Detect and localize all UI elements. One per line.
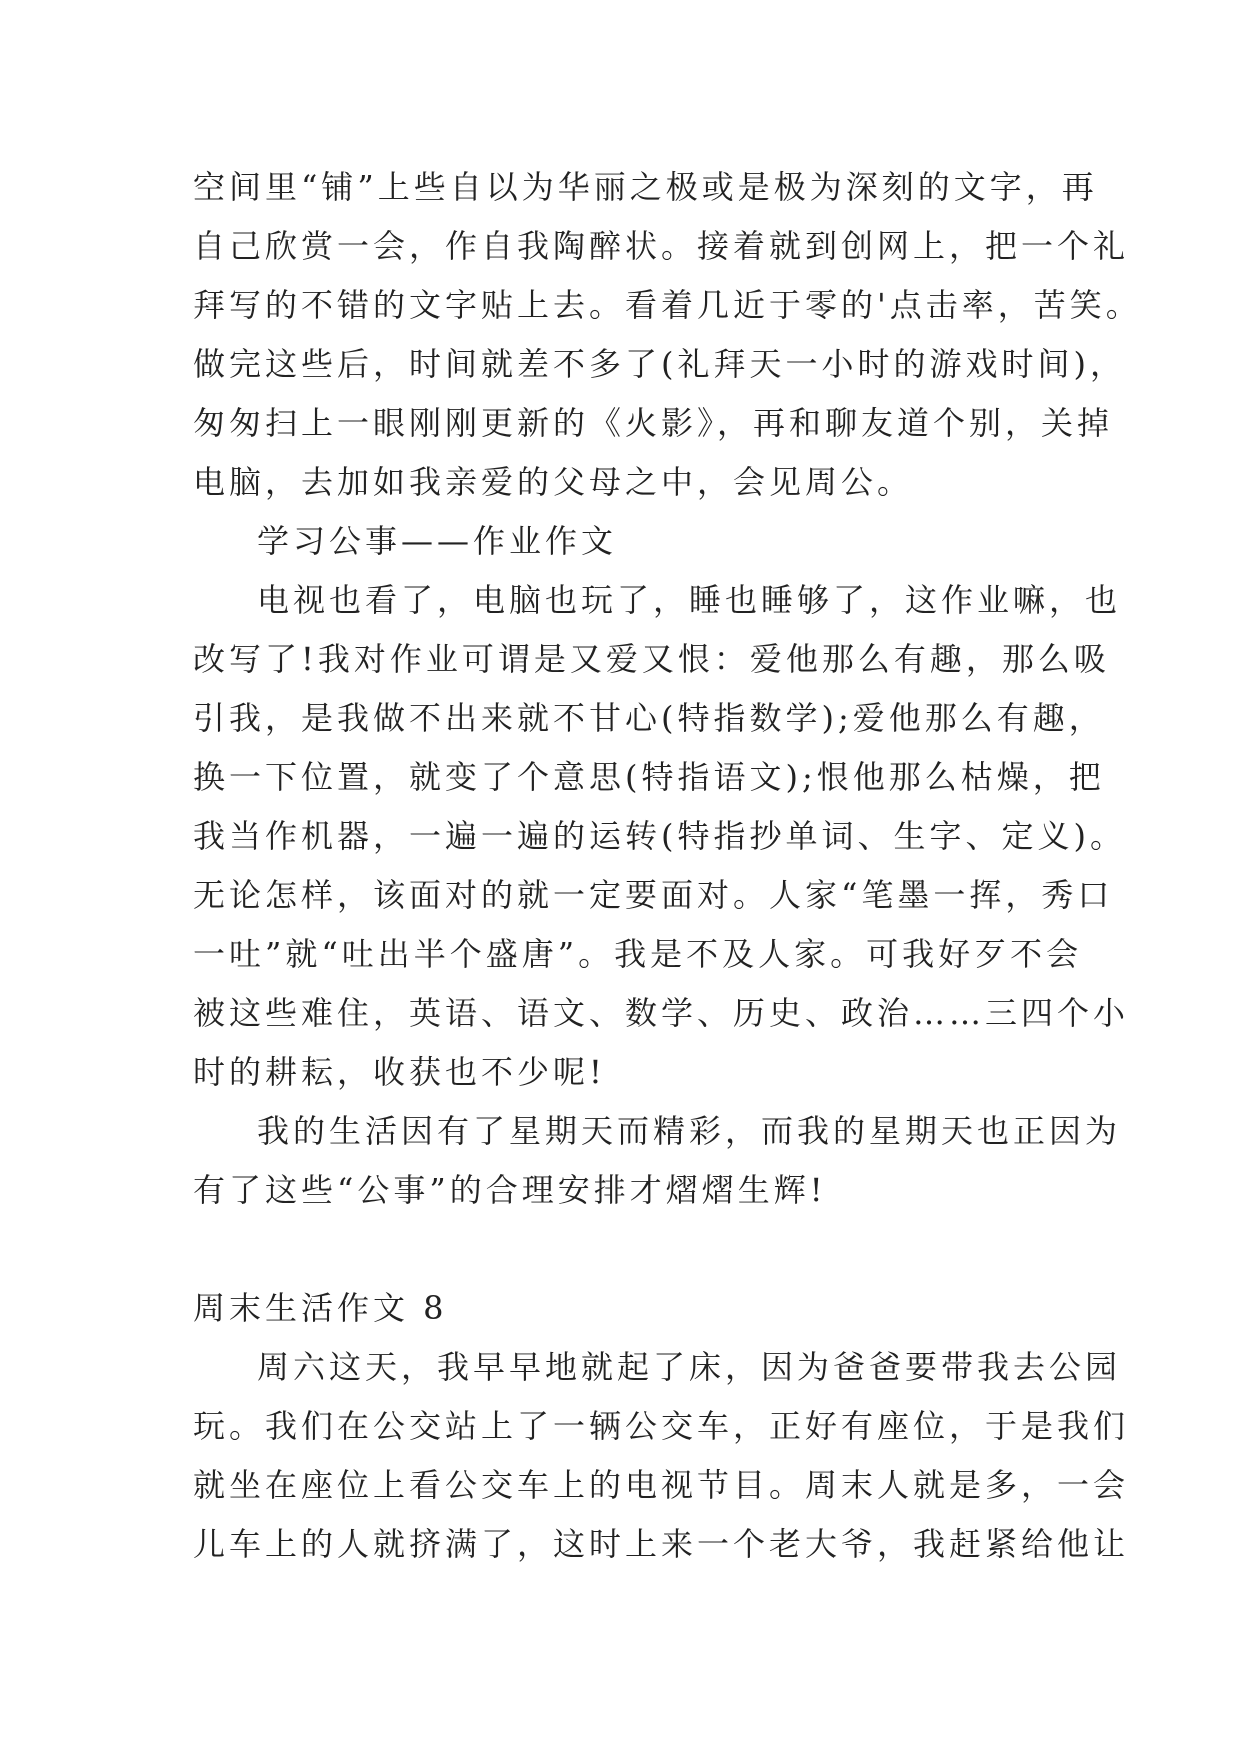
paragraph-line: 换一下位置，就变了个意思(特指语文);恨他那么枯燥，把 <box>193 758 1105 796</box>
paragraph-spacer <box>193 1220 1073 1279</box>
document-body <box>193 158 1142 1574</box>
paragraph-line: 改写了!我对作业可谓是又爱又恨：爱他那么有趣，那么吸 <box>193 640 1110 678</box>
paragraph-line: 就坐在座位上看公交车上的电视节目。周末人就是多，一会 <box>193 1466 1130 1504</box>
paragraph-line: 儿车上的人就挤满了，这时上来一个老大爷，我赶紧给他让 <box>193 1525 1130 1563</box>
paragraph-line: 空间里“铺”上些自以为华丽之极或是极为深刻的文字，再 <box>193 168 1098 206</box>
section-title: 周末生活作文 8 <box>193 1289 448 1327</box>
paragraph-line: 一吐”就“吐出半个盛唐”。我是不及人家。可我好歹不会 <box>193 935 1083 973</box>
paragraph-line: 周六这天，我早早地就起了床，因为爸爸要带我去公园 <box>257 1348 1122 1386</box>
paragraph-line: 引我，是我做不出来就不甘心(特指数学);爱他那么有趣， <box>193 699 1105 737</box>
paragraph-line: 匆匆扫上一眼刚刚更新的《火影》，再和聊友道个别，关掉 <box>193 404 1114 442</box>
paragraph-line: 拜写的不错的文字贴上去。看着几近于零的'点击率，苦笑。 <box>193 286 1142 324</box>
paragraph-line: 有了这些“公事”的合理安排才熠熠生辉! <box>193 1171 827 1209</box>
paragraph-line: 时的耕耘，收获也不少呢! <box>193 1053 606 1091</box>
paragraph-line: 电脑，去加如我亲爱的父母之中，会见周公。 <box>193 463 914 501</box>
paragraph-line: 玩。我们在公交站上了一辆公交车，正好有座位，于是我们 <box>193 1407 1130 1445</box>
paragraph-line: 无论怎样，该面对的就一定要面对。人家“笔墨一挥，秀口 <box>193 876 1114 914</box>
paragraph-line: 被这些难住，英语、语文、数学、历史、政治……三四个小 <box>193 994 1130 1032</box>
paragraph-line: 电视也看了，电脑也玩了，睡也睡够了，这作业嘛，也 <box>257 581 1122 619</box>
paragraph-line: 自己欣赏一会，作自我陶醉状。接着就到创网上，把一个礼 <box>193 227 1130 265</box>
paragraph-line: 做完这些后，时间就差不多了(礼拜天一小时的游戏时间)， <box>193 345 1126 383</box>
paragraph-line: 我当作机器，一遍一遍的运转(特指抄单词、生字、定义)。 <box>193 817 1126 855</box>
subheading: 学习公事——作业作文 <box>257 522 618 560</box>
paragraph-line: 我的生活因有了星期天而精彩，而我的星期天也正因为 <box>257 1112 1122 1150</box>
